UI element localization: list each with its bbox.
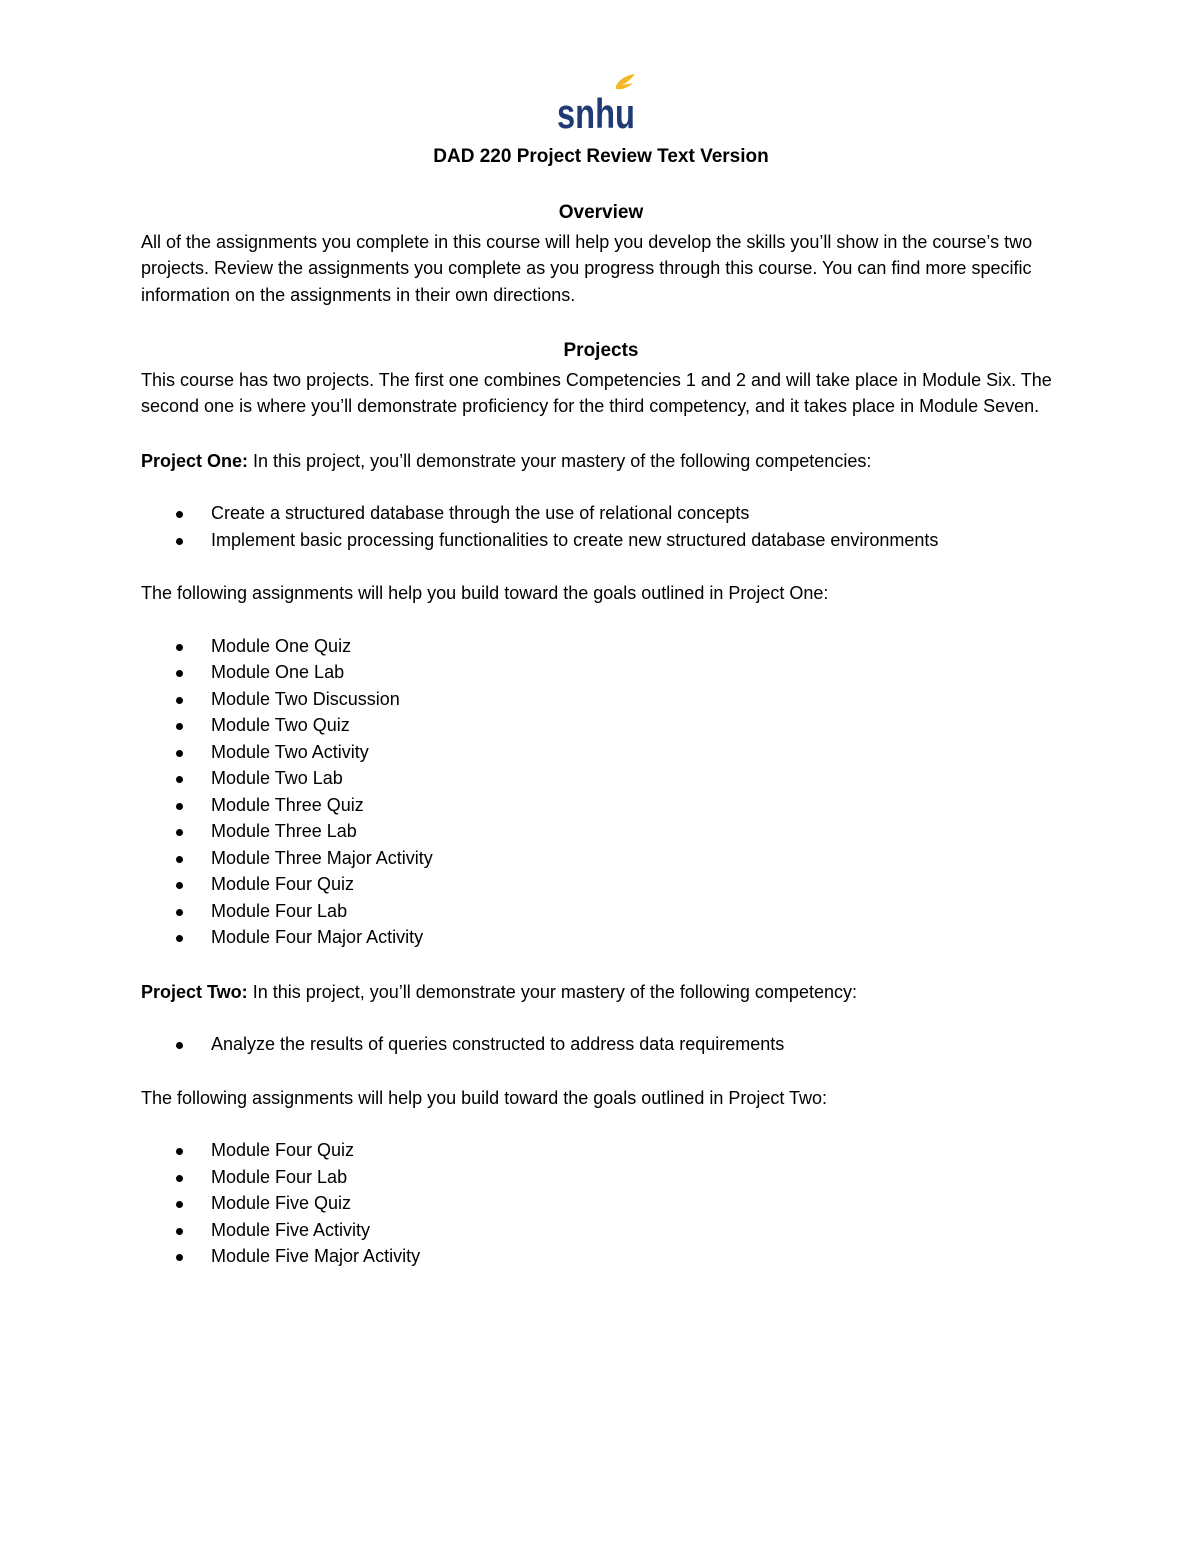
list-item: Module Four Major Activity <box>141 924 1061 951</box>
bullet-icon <box>176 1228 183 1235</box>
bullet-icon <box>176 723 183 730</box>
bullet-icon <box>176 935 183 942</box>
bullet-icon <box>176 1175 183 1182</box>
project-two-intro-text: In this project, you’ll demonstrate your mastery of the following competency: <box>247 981 857 1002</box>
project-one-assignment-list <box>141 633 1061 951</box>
list-item: Module Three Quiz <box>141 792 1061 819</box>
project-one-label: Project One: <box>141 450 249 471</box>
logo-flame-icon <box>616 74 635 89</box>
project-one-assignments-lead: The following assignments will help you build toward the goals outlined in Project One: <box>141 583 829 603</box>
project-two-assignments-lead: The following assignments will help you build toward the goals outlined in Project Two: <box>141 1087 828 1108</box>
bullet-icon <box>176 803 183 810</box>
list-item: Module Two Lab <box>141 765 1061 792</box>
project-one-competency-list <box>141 500 1061 553</box>
projects-paragraph: This course has two projects. The first one combines Competencies 1 and 2 and will take place in Module Six. The second one is where you’ll demonstrate proficiency for the third competency, and it takes place in Module Seven. <box>141 369 1052 416</box>
document-title: DAD 220 Project Review Text Version <box>433 146 769 167</box>
bullet-icon <box>176 909 183 916</box>
list-item: Module One Quiz <box>141 633 1061 660</box>
list-item: Module Two Quiz <box>141 712 1061 739</box>
overview-paragraph: All of the assignments you complete in this course will help you develop the skills you’ll show in the course’s two projects. Review the assignments you complete as you progress through this course. You can find more specific information on the assignments in their own directions. <box>141 231 1033 305</box>
snhu-logo <box>556 72 640 137</box>
project-one-intro-text: In this project, you’ll demonstrate your mastery of the following competencies: <box>248 450 872 471</box>
list-item: Module Four Quiz <box>141 1137 1061 1164</box>
list-item: Module Three Lab <box>141 818 1061 845</box>
list-item: Module Four Lab <box>141 1164 1061 1191</box>
bullet-icon <box>176 538 183 545</box>
bullet-icon <box>176 670 183 677</box>
bullet-icon <box>176 697 183 704</box>
list-item: Module Five Major Activity <box>141 1243 1061 1270</box>
projects-heading: Projects <box>563 340 639 361</box>
list-item: Module Two Discussion <box>141 686 1061 713</box>
project-two-assignment-list <box>141 1137 1061 1270</box>
list-item: Implement basic processing functionalities to create new structured database environments <box>141 527 1061 554</box>
bullet-icon <box>176 1254 183 1261</box>
list-item: Module Three Major Activity <box>141 845 1061 872</box>
bullet-icon <box>176 750 183 757</box>
overview-heading: Overview <box>558 202 644 223</box>
bullet-icon <box>176 882 183 889</box>
project-two-competency-list <box>141 1031 1061 1058</box>
bullet-icon <box>176 776 183 783</box>
list-item: Analyze the results of queries constructed to address data requirements <box>141 1031 1061 1058</box>
list-item: Module Four Quiz <box>141 871 1061 898</box>
bullet-icon <box>176 829 183 836</box>
list-item: Module One Lab <box>141 659 1061 686</box>
project-two-intro <box>141 979 1061 1006</box>
list-item: Module Five Quiz <box>141 1190 1061 1217</box>
bullet-icon <box>176 1042 183 1049</box>
project-one-intro <box>141 448 1061 475</box>
bullet-icon <box>176 644 183 651</box>
document-body <box>141 140 1061 1270</box>
list-item: Create a structured database through the use of relational concepts <box>141 500 1061 527</box>
logo-wordmark: snhu <box>557 90 635 137</box>
bullet-icon <box>176 1201 183 1208</box>
bullet-icon <box>176 1148 183 1155</box>
bullet-icon <box>176 856 183 863</box>
snhu-logo-icon <box>556 72 640 137</box>
list-item: Module Five Activity <box>141 1217 1061 1244</box>
project-two-label: Project Two: <box>141 981 248 1002</box>
list-item: Module Four Lab <box>141 898 1061 925</box>
bullet-icon <box>176 511 183 518</box>
list-item: Module Two Activity <box>141 739 1061 766</box>
